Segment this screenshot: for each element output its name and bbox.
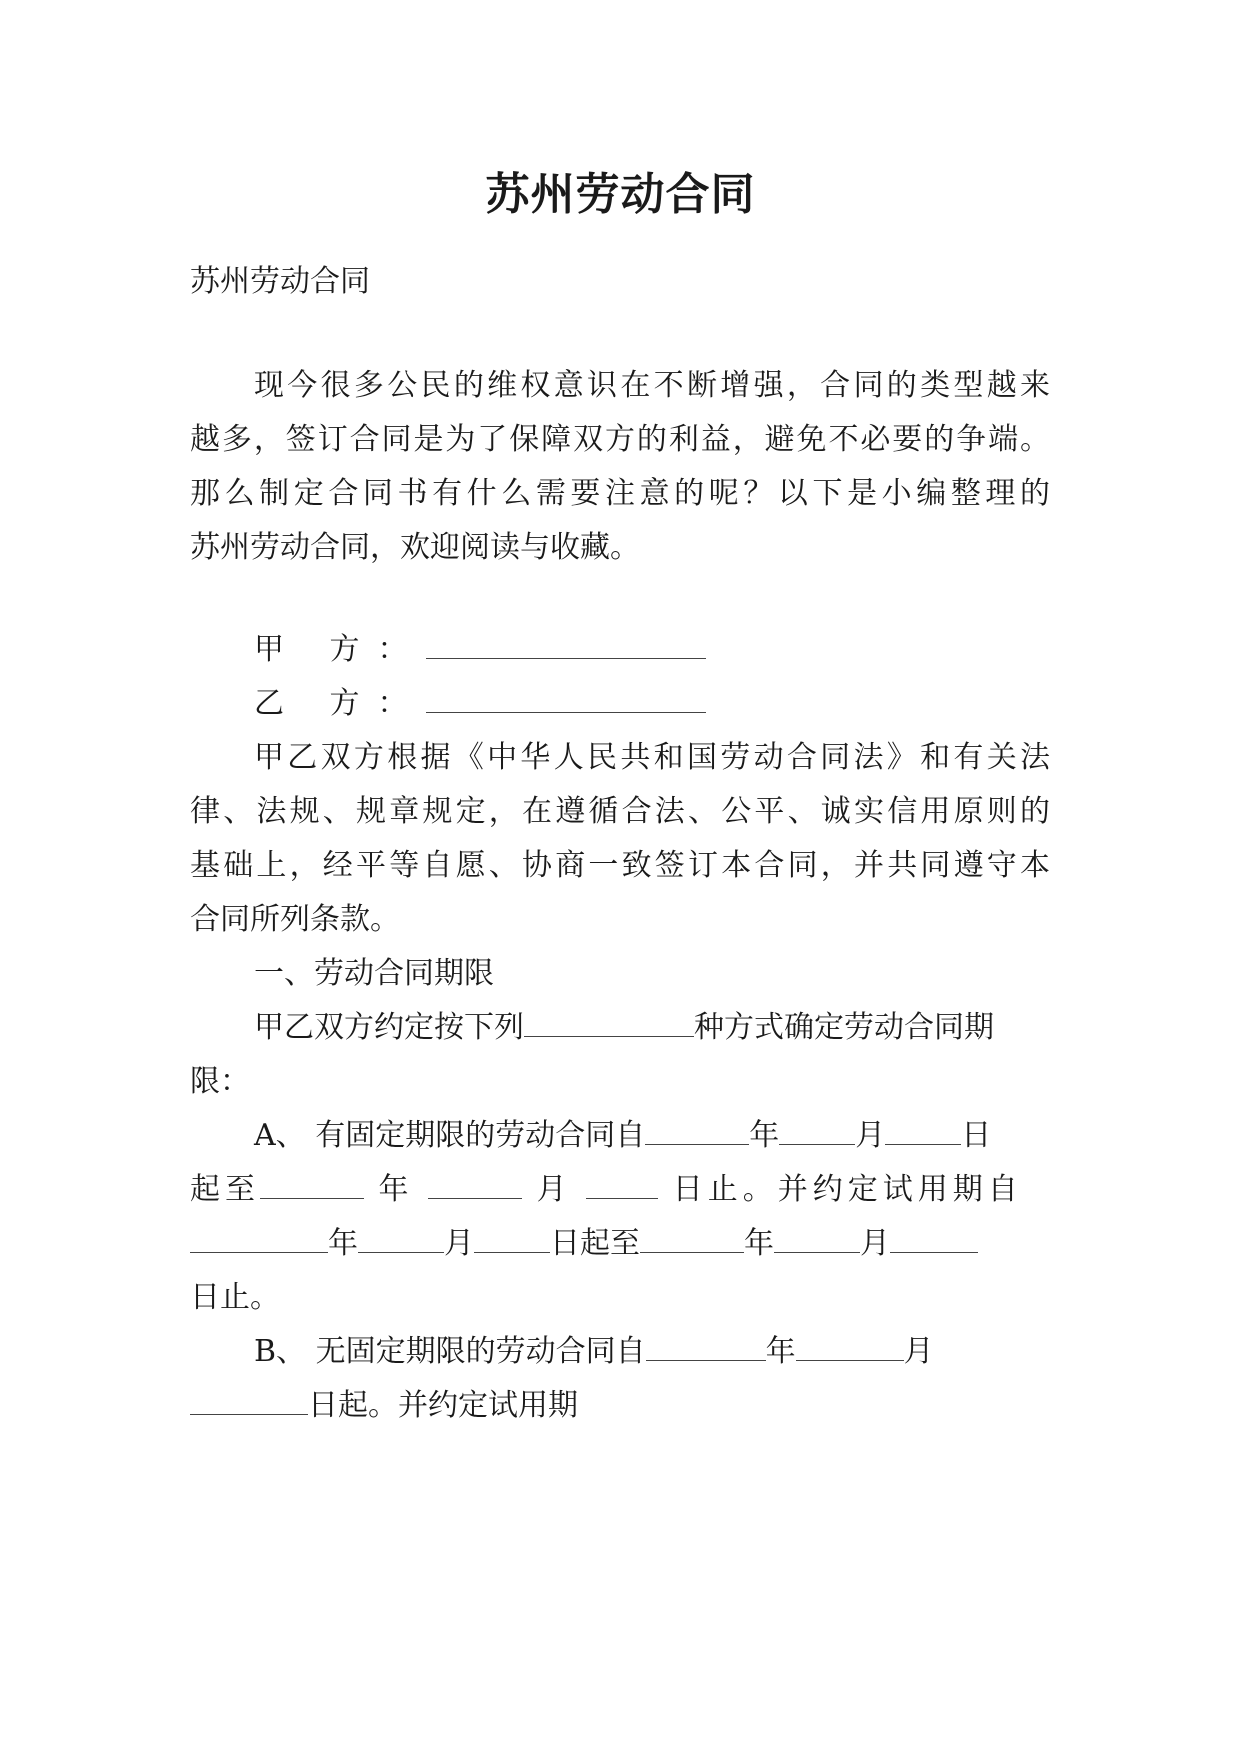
month-label: 月 [444,1226,474,1261]
party-a-blank[interactable] [426,632,706,659]
preamble-line-4: 合同所列条款。 [190,902,400,937]
option-a-probation-end-month-blank[interactable] [774,1226,860,1253]
option-a-end-year-blank[interactable] [260,1172,364,1199]
option-a-probation-end-day-blank[interactable] [890,1226,978,1253]
option-a-probation-from-label: 日起至 [550,1226,640,1261]
month-label: 月 [855,1118,886,1153]
term-method-end: 限： [190,1064,250,1099]
option-a-probation-start-day-blank[interactable] [474,1226,550,1253]
option-a-probation-start-year-blank[interactable] [190,1226,328,1253]
option-a-end-from-label: 起至 [190,1172,260,1207]
year-label: 年 [765,1334,796,1369]
intro-line-1: 现今很多公民的维权意识在不断增强，合同的类型越来 [254,368,1050,403]
party-b-blank[interactable] [426,686,706,713]
day-label: 日 [961,1118,992,1153]
intro-line-2: 越多，签订合同是为了保障双方的利益，避免不必要的争端。 [190,422,1050,457]
option-a-line-4: 日止。 [190,1280,280,1315]
intro-line-4: 苏州劳动合同，欢迎阅读与收藏。 [190,530,640,565]
term-method-blank[interactable] [524,1010,694,1037]
option-b-prefix: B、 无固定期限的劳动合同自 [254,1334,646,1369]
preamble-line-2: 律、法规、规章规定，在遵循合法、公平、诚实信用原则的 [190,794,1050,829]
option-a-probation-end-year-blank[interactable] [640,1226,744,1253]
month-label: 月 [860,1226,890,1261]
option-b-start-month-blank[interactable] [796,1334,904,1361]
month-label: 月 [536,1172,572,1207]
term-method-suffix: 种方式确定劳动合同期 [694,1010,994,1045]
intro-line-3: 那么制定合同书有什么需要注意的呢？以下是小编整理的 [190,476,1050,511]
option-b-line-1 [254,1332,1050,1372]
term-method-prefix: 甲乙双方约定按下列 [254,1010,524,1045]
option-a-probation-start-month-blank[interactable] [358,1226,444,1253]
option-a-line-1 [254,1116,1050,1156]
month-label: 月 [903,1334,934,1369]
document-title: 苏州劳动合同 [485,169,756,220]
option-a-start-year-blank[interactable] [645,1118,749,1145]
year-label: 年 [328,1226,358,1261]
option-a-end-day-blank[interactable] [586,1172,658,1199]
preamble-line-3: 基础上，经平等自愿、协商一致签订本合同，并共同遵守本 [190,848,1050,883]
party-a-row [254,630,1050,670]
option-a-end-month-blank[interactable] [428,1172,522,1199]
option-a-prefix: A、 有固定期限的劳动合同自 [254,1118,646,1153]
option-b-probation-label: 日起。并约定试用期 [308,1388,578,1423]
party-a-label: 甲 方： [254,632,426,667]
term-method-row [254,1008,1050,1048]
document-subtitle: 苏州劳动合同 [190,264,370,299]
option-a-start-day-blank[interactable] [885,1118,961,1145]
section-1-heading: 一、劳动合同期限 [254,956,494,991]
party-b-row [254,684,1050,724]
year-label: 年 [744,1226,774,1261]
option-b-start-day-blank[interactable] [190,1388,308,1415]
option-a-start-month-blank[interactable] [779,1118,855,1145]
option-a-probation-intro: 日止。并约定试用期自 [672,1172,1023,1207]
option-a-line-3 [190,1224,1050,1264]
year-label: 年 [378,1172,414,1207]
option-b-start-year-blank[interactable] [646,1334,766,1361]
option-a-line-2 [190,1170,1050,1210]
year-label: 年 [749,1118,780,1153]
party-b-label: 乙 方： [254,686,426,721]
option-b-line-2 [190,1386,1050,1426]
preamble-line-1: 甲乙双方根据《中华人民共和国劳动合同法》和有关法 [254,740,1050,775]
